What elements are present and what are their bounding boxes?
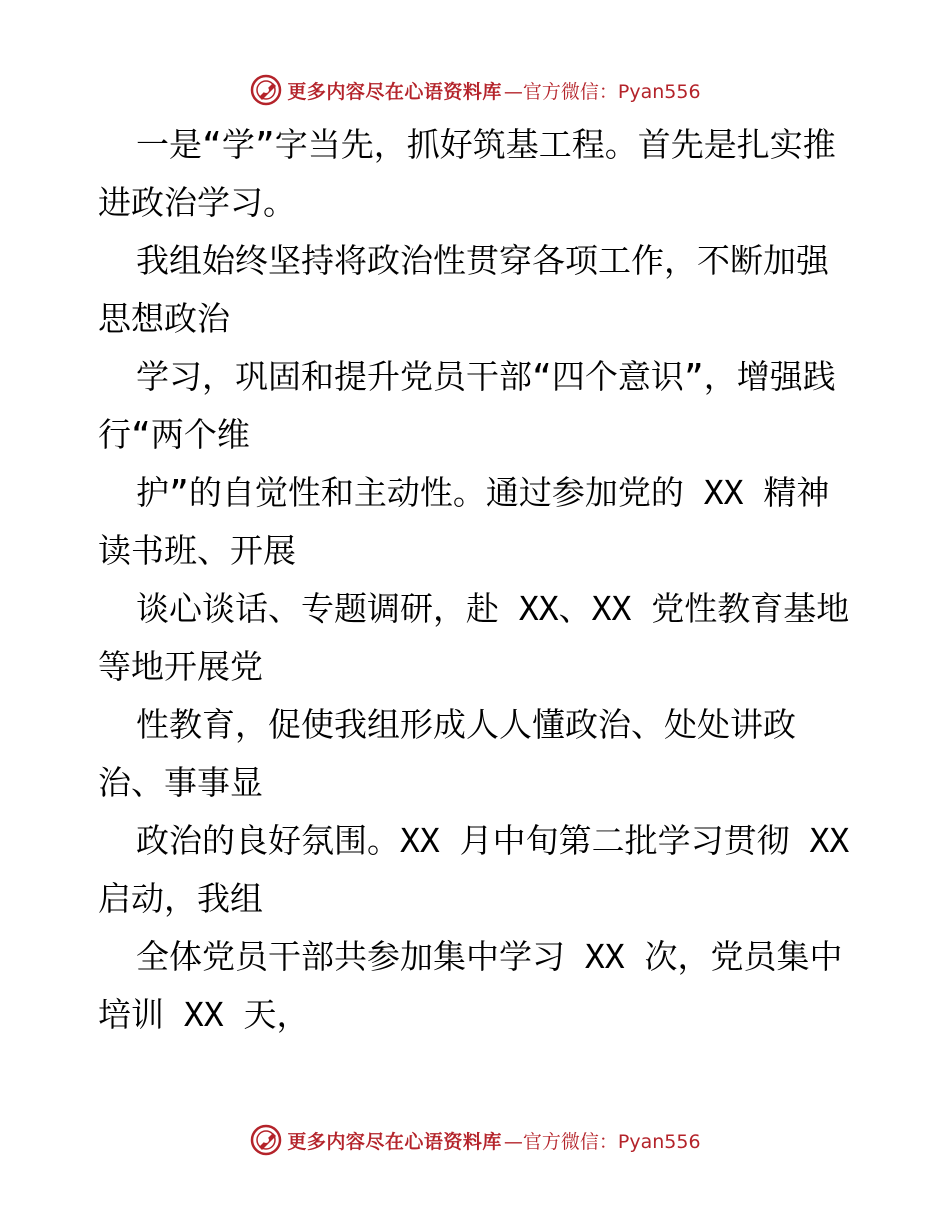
paragraph: 谈心谈话、专题调研，赴 XX、XX 党性教育基地等地开展党 — [98, 589, 850, 686]
paragraph: 我组始终坚持将政治性贯穿各项工作，不断加强思想政治 — [98, 241, 829, 338]
paragraph: 一是“学”字当先，抓好筑基工程。首先是扎实推进政治学习。 — [98, 125, 836, 222]
paragraph: 学习，巩固和提升党员干部“四个意识”，增强践行“两个维 — [98, 357, 836, 454]
seal-logo-icon — [249, 73, 283, 107]
header-watermark — [0, 70, 950, 110]
paragraph: 政治的良好氛围。XX 月中旬第二批学习贯彻 XX 启动，我组 — [98, 821, 850, 918]
paragraph: 性教育，促使我组形成人人懂政治、处处讲政治、事事显 — [98, 705, 796, 802]
paragraph: 护”的自觉性和主动性。通过参加党的 XX 精神读书班、开展 — [98, 473, 830, 570]
footer-watermark — [0, 1120, 950, 1160]
seal-logo-icon — [249, 1123, 283, 1157]
watermark-site-name: 更多内容尽在心语资料库 — [287, 1130, 502, 1153]
watermark-contact: —官方微信：Pyan556 — [503, 80, 701, 103]
watermark-site-name: 更多内容尽在心语资料库 — [287, 80, 502, 103]
watermark-contact: —官方微信：Pyan556 — [503, 1130, 701, 1153]
paragraph: 全体党员干部共参加集中学习 XX 次，党员集中培训 XX 天， — [98, 937, 843, 1034]
document-body — [98, 116, 858, 1044]
